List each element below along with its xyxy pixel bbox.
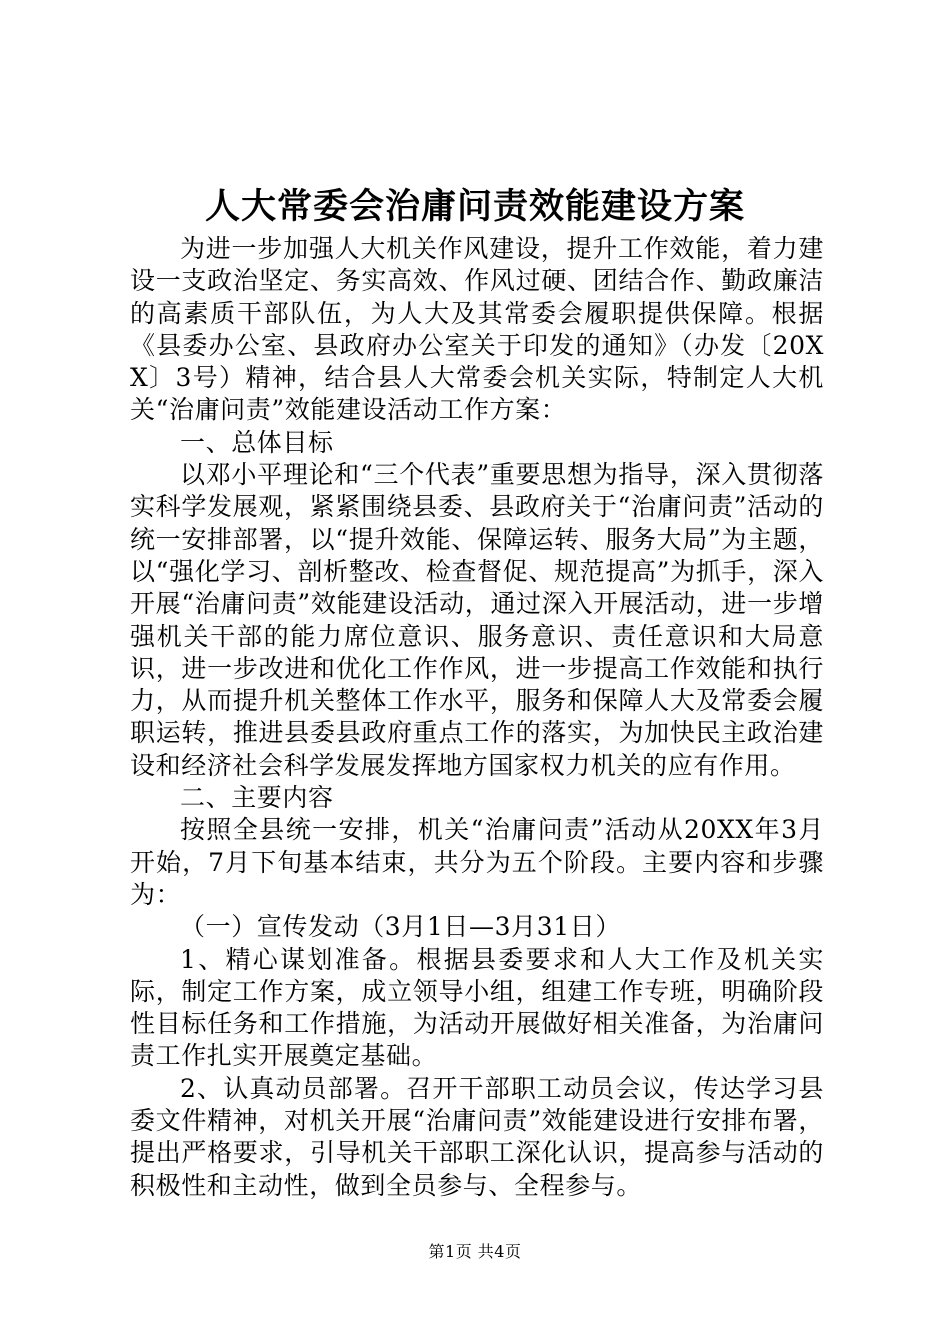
document-title: 人大常委会治庸问责效能建设方案 (204, 186, 745, 227)
section-heading-main-content: 二、主要内容 (180, 783, 334, 813)
intro-paragraph: 为进一步加强人大机关作风建设，提升工作效能，着力建设一支政治坚定、务实高效、作风过硬、团结合作、勤政廉洁的高素质干部队伍，为人大及其常委会履职提供保障。根据《县委办公室、县政府办公室关于印发的通知》（办发〔20XX〕3号）精神，结合县人大常委会机关实际，特制定人大机关“治庸问责”效能建设活动工作方案： (130, 234, 824, 425)
step-paragraph-preparation: 1、精心谋划准备。根据县委要求和人大工作及机关实际，制定工作方案，成立领导小组，组建工作专班，明确阶段性目标任务和工作措施，为活动开展做好相关准备，为治庸问责工作扎实开展奠定基础。 (130, 944, 824, 1071)
main-content-paragraph: 按照全县统一安排，机关“治庸问责”活动从20XX年3月开始，7月下旬基本结束，共分为五个阶段。主要内容和步骤为： (130, 815, 824, 909)
section-heading-overall-goal: 一、总体目标 (180, 427, 334, 457)
document-body (130, 233, 824, 1202)
stage-heading-publicity: （一）宣传发动（3月1日—3月31日） (180, 912, 621, 942)
step-paragraph-mobilization: 2、认真动员部署。召开干部职工动员会议，传达学习县委文件精神，对机关开展“治庸问责”效能建设进行安排布署，提出严格要求，引导机关干部职工深化认识，提高参与活动的积极性和主动性，做到全员参与、全程参与。 (130, 1073, 824, 1200)
overall-goal-paragraph: 以邓小平理论和“三个代表”重要思想为指导，深入贯彻落实科学发展观，紧紧围绕县委、县政府关于“治庸问责”活动的统一安排部署，以“提升效能、保障运转、服务大局”为主题，以“强化学习、剖析整改、检查督促、规范提高”为抓手，深入开展“治庸问责”效能建设活动，通过深入开展活动，进一步增强机关干部的能力席位意识、服务意识、责任意识和大局意识，进一步改进和优化工作作风，进一步提高工作效能和执行力，从而提升机关整体工作水平，服务和保障人大及常委会履职运转，推进县委县政府重点工作的落实，为加快民主政治建设和经济社会科学发展发挥地方国家权力机关的应有作用。 (130, 460, 824, 780)
page-footer: 第1页 共4页 (428, 1242, 522, 1261)
